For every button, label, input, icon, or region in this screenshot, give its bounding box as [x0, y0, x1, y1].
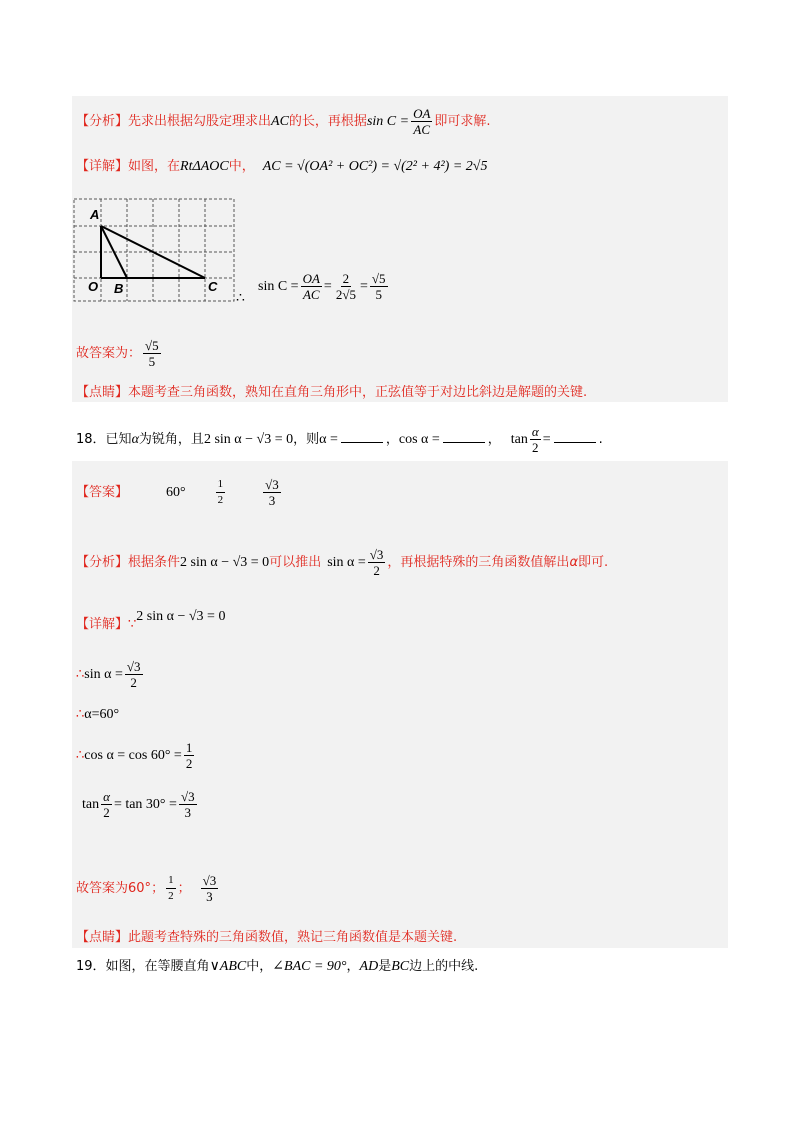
q18-comment: 【点睛】此题考查特殊的三角函数值，熟记三角函数值是本题关键. — [76, 930, 458, 945]
q18-step4: tan $\frac{\alpha}{2}$ = tan 30° = $\frac{√3}{3}$ — [82, 789, 195, 820]
fraction: $\frac{\alpha}{2}$ — [103, 789, 110, 820]
triangle-grid-figure — [73, 198, 235, 302]
q17-detail: 【详解】如图，在RtΔAOC中， AC = √(OA² + OC²) = √(2² + 4²) = 2√5 — [76, 159, 488, 174]
fraction: $\frac{√3}{3}$ — [202, 873, 217, 904]
q18-detail: 【详解】∵2 sin α − √3 = 0 — [76, 609, 226, 632]
fraction: $\frac{√5}{5}$ — [145, 338, 159, 369]
point-a-label: A — [90, 207, 100, 222]
fraction: $\frac{1}{2}$ — [185, 740, 193, 771]
fraction: $\frac{1}{2}$ — [168, 874, 174, 902]
fraction: $\frac{1}{2}$ — [217, 478, 224, 506]
q18-step1: ∴sin α = $\frac{√3}{2}$ — [76, 659, 141, 690]
fraction: $\frac{√3}{3}$ — [180, 789, 195, 820]
q17-answer: 故答案为： $\frac{√5}{5}$ — [76, 338, 159, 369]
fraction: $\frac{2}{2√5}$ — [335, 271, 356, 302]
point-o-label: O — [88, 279, 99, 294]
q18-analysis: 【分析】根据条件2 sin α − √3 = 0可以推出 sin α = $\frac{√3}{2}$ ，再根据特殊的三角函数值解出α即可. — [76, 547, 609, 578]
q19-stem: 19．如图，在等腰直角∨ABC中，∠BAC = 90°，AD是BC边上的中线. — [76, 959, 479, 974]
q18-answer: 【答案】 60° $\frac{1}{2}$ $\frac{√3}{3}$ — [76, 477, 279, 508]
answer-blank-3 — [554, 442, 596, 443]
q18-final-answer: 故答案为60°； $\frac{1}{2}$ ； $\frac{√3}{3}$ — [76, 873, 217, 904]
q18-step3: ∴cos α = cos 60° = $\frac{1}{2}$ — [76, 740, 193, 771]
fraction: $\frac{OA}{AC}$ — [302, 271, 320, 302]
fraction: $\frac{\alpha}{2}$ — [531, 424, 539, 455]
q17-therefore: ∴ — [236, 291, 245, 306]
q17-sin-result: sin C = $\frac{OA}{AC}$ = $\frac{2}{2√5}$ = $\frac{√5}{5}$ — [258, 271, 386, 302]
q18-step2: ∴α=60° — [76, 707, 120, 722]
answer-blank-2 — [443, 442, 485, 443]
point-b-label: B — [114, 281, 124, 296]
q17-analysis: 【分析】先求出根据勾股定理求出AC的长，再根据sin C = $\frac{OA}{AC}$ 即可求解. — [76, 106, 491, 137]
q17-comment: 【点睛】本题考查三角函数，熟知在直角三角形中，正弦值等于对边比斜边是解题的关键. — [76, 385, 588, 400]
fraction: $\frac{√3}{2}$ — [369, 547, 384, 578]
fraction: $\frac{√5}{5}$ — [371, 271, 386, 302]
fraction: $\frac{√3}{2}$ — [126, 659, 141, 690]
point-c-label: C — [208, 279, 218, 294]
fraction: $\frac{√3}{3}$ — [265, 477, 279, 508]
answer-blank-1 — [341, 442, 383, 443]
fraction: $\frac{OA}{AC}$ — [413, 106, 431, 137]
q18-stem: 18．已知α为锐角，且2 sin α − √3 = 0，则α = ，cos α = ， tan $\frac{\alpha}{2}$ = . — [76, 424, 603, 455]
